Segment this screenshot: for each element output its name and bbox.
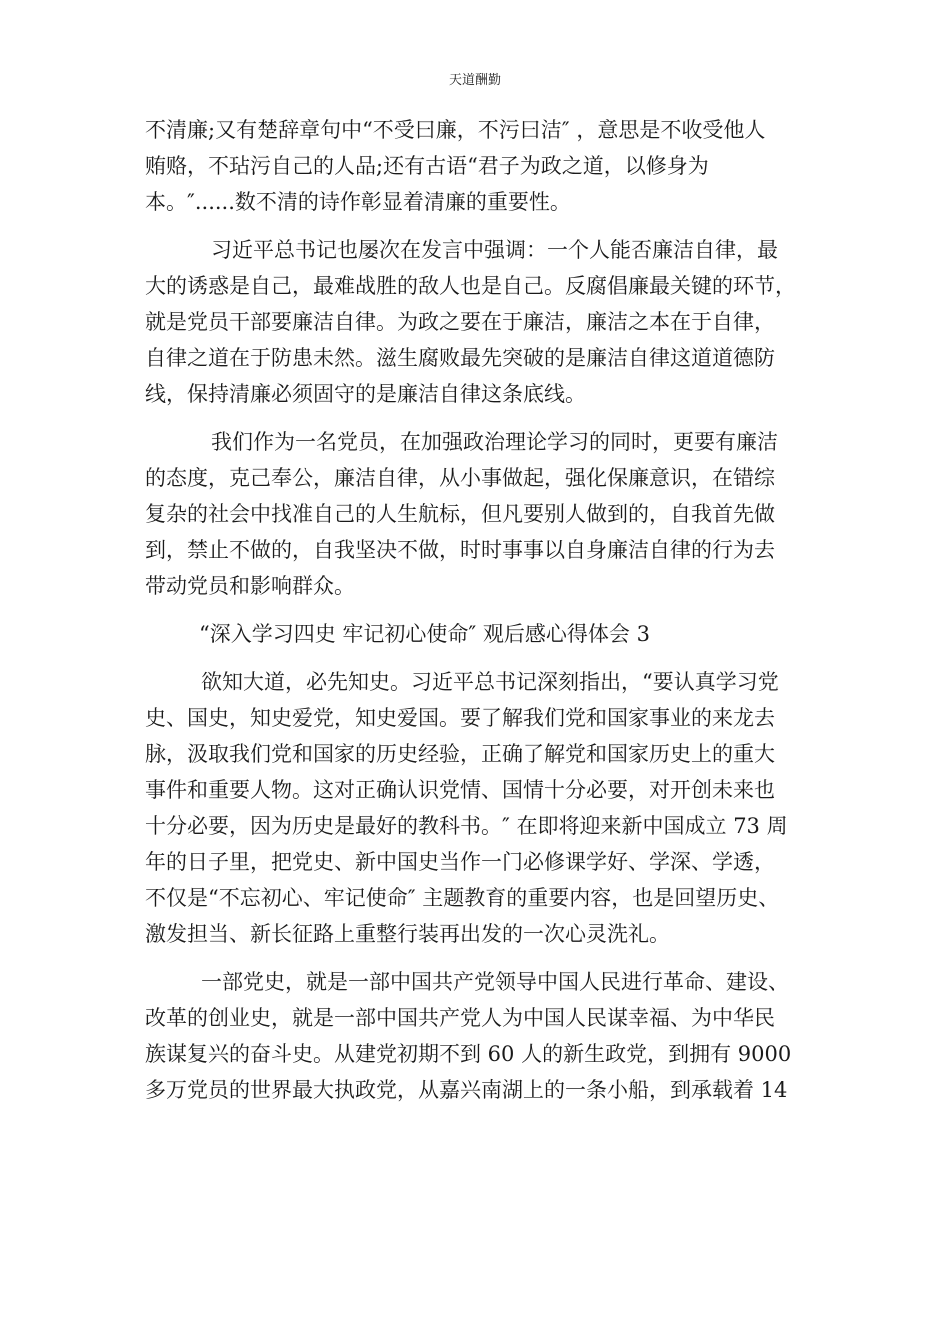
paragraph [145, 424, 810, 604]
heading-line: “深入学习四史 牢记初心使命″ 观后感心得体会 3 [199, 622, 650, 646]
paragraph [145, 964, 810, 1108]
text-line: 复杂的社会中找准自己的人生航标，但凡要别人做到的，自我首先做 [145, 502, 775, 526]
text-line: 族谋复兴的奋斗史。从建党初期不到 60 人的新生政党，到拥有 9000 [145, 1042, 792, 1066]
text-line: 十分必要，因为历史是最好的教科书。″ 在即将迎来新中国成立 73 周 [145, 814, 788, 838]
text-line: 激发担当、新长征路上重整行装再出发的一次心灵洗礼。 [145, 922, 670, 946]
section-heading [145, 616, 810, 652]
text-line: 自律之道在于防患未然。滋生腐败最先突破的是廉洁自律这道道德防 [145, 346, 775, 370]
text-line: 欲知大道，必先知史。习近平总书记深刻指出，“要认真学习党 [201, 670, 779, 694]
text-line: 年的日子里，把党史、新中国史当作一门必修课学好、学深、学透， [145, 850, 775, 874]
text-line: 我们作为一名党员，在加强政治理论学习的同时，更要有廉洁 [211, 430, 778, 454]
text-line: 一部党史，就是一部中国共产党领导中国人民进行革命、建设、 [201, 970, 789, 994]
text-line: 本。″......数不清的诗作彰显着清廉的重要性。 [145, 190, 571, 214]
text-line: 贿赂，不玷污自己的人品;还有古语“君子为政之道，以修身为 [145, 154, 709, 178]
text-line: 事件和重要人物。这对正确认识党情、国情十分必要，对开创未来也 [145, 778, 775, 802]
text-line: 改革的创业史，就是一部中国共产党人为中国人民谋幸福、为中华民 [145, 1006, 775, 1030]
document-body [145, 112, 810, 1108]
text-line: 脉，汲取我们党和国家的历史经验，正确了解党和国家历史上的重大 [145, 742, 775, 766]
text-line: 不仅是“不忘初心、牢记使命″ 主题教育的重要内容，也是回望历史、 [145, 886, 780, 910]
text-line: 带动党员和影响群众。 [145, 574, 355, 598]
paragraph [145, 664, 810, 952]
text-line: 的态度，克己奉公，廉洁自律，从小事做起，强化保廉意识，在错综 [145, 466, 775, 490]
paragraph [145, 232, 810, 412]
text-line: 到，禁止不做的，自我坚决不做，时时事事以自身廉洁自律的行为去 [145, 538, 775, 562]
text-line: 大的诱惑是自己，最难战胜的敌人也是自己。反腐倡廉最关键的环节， [145, 274, 796, 298]
text-line: 多万党员的世界最大执政党，从嘉兴南湖上的一条小船，到承载着 14 [145, 1078, 788, 1102]
text-line: 线，保持清廉必须固守的是廉洁自律这条底线。 [145, 382, 586, 406]
text-line: 不清廉;又有楚辞章句中“不受曰廉，不污曰洁″ ，意思是不收受他人 [145, 118, 766, 142]
text-line: 就是党员干部要廉洁自律。为政之要在于廉洁，廉洁之本在于自律， [145, 310, 775, 334]
page-header: 天道酬勤 [448, 73, 501, 88]
text-line: 史、国史，知史爱党，知史爱国。要了解我们党和国家事业的来龙去 [145, 706, 775, 730]
text-line: 习近平总书记也屡次在发言中强调：一个人能否廉洁自律，最 [211, 238, 778, 262]
paragraph [145, 112, 810, 220]
